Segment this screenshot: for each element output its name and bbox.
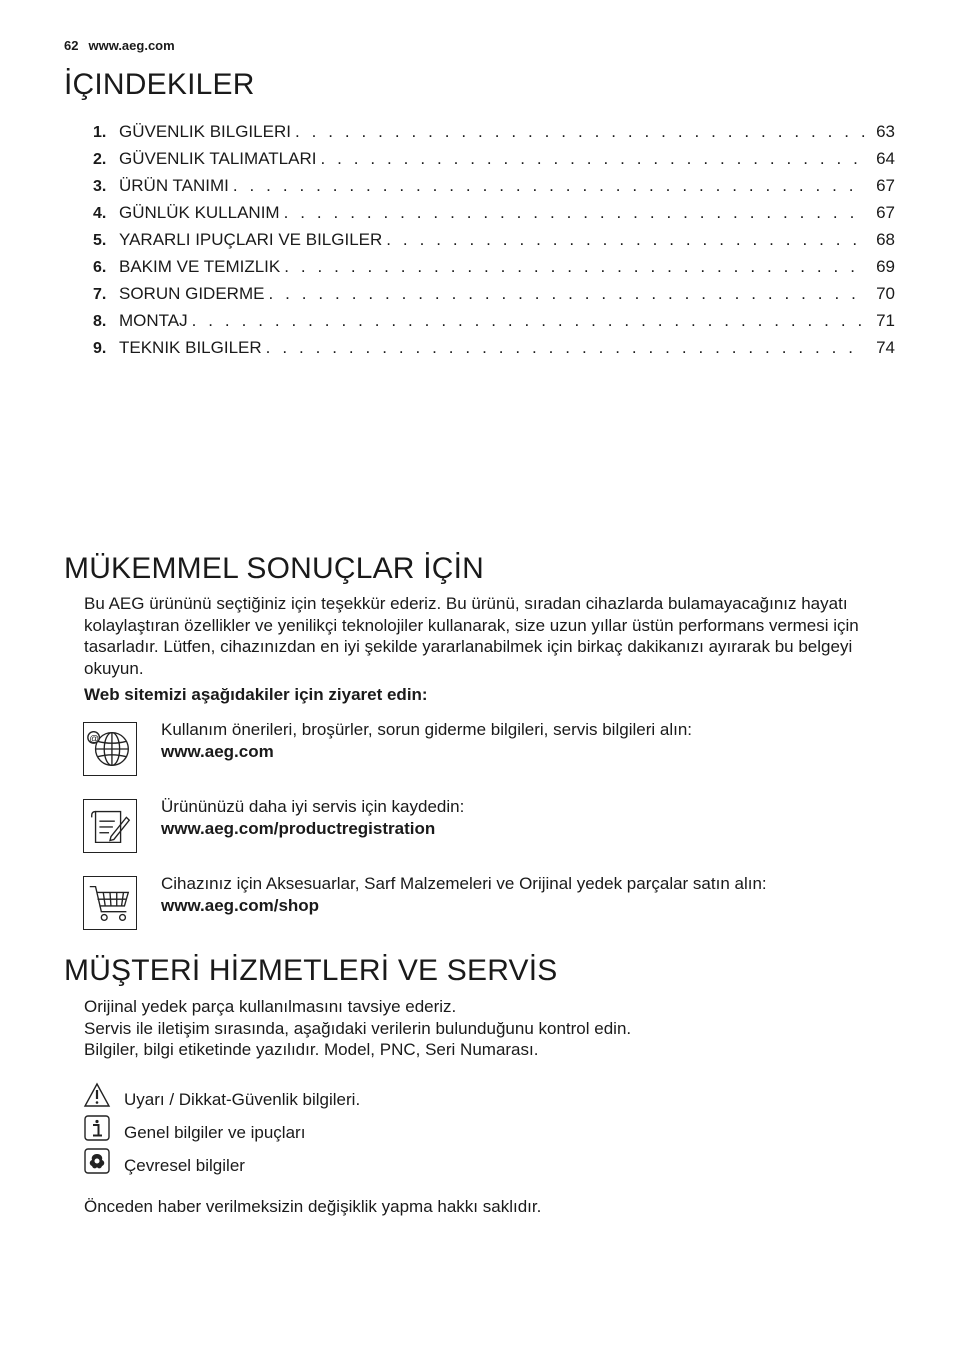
website-link[interactable]: www.aeg.com/productregistration bbox=[161, 819, 436, 838]
warning-icon bbox=[83, 1082, 111, 1108]
toc-item-number: 8. bbox=[93, 313, 107, 330]
toc-item-page: 63 bbox=[876, 122, 895, 141]
toc-leader-dots bbox=[284, 257, 865, 277]
website-item-shop bbox=[83, 876, 899, 934]
toc-item-label: GÜNLÜK KULLANIM bbox=[119, 203, 280, 222]
service-line: Bilgiler, bilgi etiketinde yazılıdır. Model, PNC, Seri Numarası. bbox=[84, 1040, 539, 1059]
intro-title: MÜKEMMEL SONUÇLAR İÇİN bbox=[64, 552, 485, 585]
toc-item-page: 68 bbox=[876, 230, 895, 249]
toc-item-number: 3. bbox=[93, 178, 107, 195]
toc-title: İÇINDEKILER bbox=[64, 68, 255, 101]
toc-item[interactable] bbox=[93, 176, 895, 203]
toc-item[interactable] bbox=[93, 284, 895, 311]
website-item-description: Cihazınız için Aksesuarlar, Sarf Malzemeleri ve Orijinal yedek parçalar satın alın: bbox=[161, 874, 767, 893]
header-url[interactable]: www.aeg.com bbox=[88, 38, 175, 53]
toc-item-label: SORUN GIDERME bbox=[119, 284, 265, 303]
website-item-text-block bbox=[161, 719, 692, 763]
website-heading: Web sitemizi aşağıdakiler için ziyaret edin: bbox=[84, 685, 428, 704]
toc-leader-dots bbox=[320, 149, 865, 169]
legend-label: Uyarı / Dikkat-Güvenlik bilgileri. bbox=[124, 1090, 361, 1109]
toc-item[interactable] bbox=[93, 149, 895, 176]
toc-item-label: YARARLI IPUÇLARI VE BILGILER bbox=[119, 230, 383, 249]
toc-item-number: 7. bbox=[93, 286, 107, 303]
website-item-support bbox=[83, 722, 899, 780]
info-icon bbox=[83, 1115, 111, 1141]
website-link[interactable]: www.aeg.com bbox=[161, 742, 274, 761]
service-line: Servis ile iletişim sırasında, aşağıdaki verilerin bulunduğunu kontrol edin. bbox=[84, 1018, 632, 1038]
shopping-cart-icon bbox=[83, 876, 137, 930]
toc-item-number: 5. bbox=[93, 232, 107, 249]
toc-item-page: 71 bbox=[876, 311, 895, 330]
toc-item-page: 67 bbox=[876, 176, 895, 195]
toc-item[interactable] bbox=[93, 122, 895, 149]
toc-leader-dots bbox=[268, 284, 865, 304]
website-item-text-block bbox=[161, 873, 767, 917]
toc-leader-dots bbox=[295, 122, 865, 142]
website-link[interactable]: www.aeg.com/shop bbox=[161, 896, 320, 915]
footer-note: Önceden haber verilmeksizin değişiklik yapma hakkı saklıdır. bbox=[84, 1197, 542, 1216]
website-item-description: Ürününüzü daha iyi servis için kaydedin: bbox=[161, 797, 465, 816]
service-title: MÜŞTERİ HİZMETLERİ VE SERVİS bbox=[64, 954, 558, 987]
toc-item[interactable] bbox=[93, 203, 895, 230]
toc-item[interactable] bbox=[93, 230, 895, 257]
environment-icon bbox=[83, 1148, 111, 1174]
service-paragraph bbox=[84, 996, 900, 1061]
globe-icon bbox=[83, 722, 137, 776]
toc-item-number: 1. bbox=[93, 124, 107, 141]
toc-item[interactable] bbox=[93, 338, 895, 365]
table-of-contents bbox=[93, 122, 895, 365]
toc-leader-dots bbox=[386, 230, 865, 250]
toc-item-label: MONTAJ bbox=[119, 311, 188, 330]
website-item-registration bbox=[83, 799, 899, 857]
toc-item-number: 2. bbox=[93, 151, 107, 168]
toc-item-number: 9. bbox=[93, 340, 107, 357]
toc-item-page: 69 bbox=[876, 257, 895, 276]
service-line: Orijinal yedek parça kullanılmasını tavsiye ederiz. bbox=[84, 997, 457, 1016]
toc-item-label: GÜVENLIK BILGILERI bbox=[119, 122, 291, 141]
toc-item-page: 67 bbox=[876, 203, 895, 222]
toc-item-label: GÜVENLIK TALIMATLARI bbox=[119, 149, 317, 168]
toc-leader-dots bbox=[284, 203, 865, 223]
registration-form-icon bbox=[83, 799, 137, 853]
page-number: 62 bbox=[64, 38, 79, 53]
toc-leader-dots bbox=[192, 311, 865, 331]
toc-leader-dots bbox=[233, 176, 865, 196]
toc-item-number: 6. bbox=[93, 259, 107, 276]
intro-paragraph: Bu AEG ürününü seçtiğiniz için teşekkür ederiz. Bu ürünü, sıradan cihazlarda bulamayacağınız hayatı kolaylaştıran özellikler ve yenilikçi teknolojiler kullanarak, size uzun yıllar üstün performans vermesi için tasarladır. Lütfen, cihazınızdan en iyi şekilde yararlanabilmek için birkaç dakikanızı ayırarak bu belgeyi okuyun. bbox=[84, 594, 859, 678]
legend-label: Çevresel bilgiler bbox=[124, 1156, 245, 1175]
toc-item-page: 74 bbox=[876, 338, 895, 357]
toc-item-label: BAKIM VE TEMIZLIK bbox=[119, 257, 281, 276]
toc-item[interactable] bbox=[93, 311, 895, 338]
toc-leader-dots bbox=[266, 338, 865, 358]
svg-text:@: @ bbox=[89, 733, 100, 745]
toc-item-label: ÜRÜN TANIMI bbox=[119, 176, 229, 195]
website-item-text-block bbox=[161, 796, 464, 840]
legend-label: Genel bilgiler ve ipuçları bbox=[124, 1123, 306, 1142]
website-item-description: Kullanım önerileri, broşürler, sorun giderme bilgileri, servis bilgileri alın: bbox=[161, 720, 692, 739]
toc-item[interactable] bbox=[93, 257, 895, 284]
toc-item-page: 64 bbox=[876, 149, 895, 168]
toc-item-label: TEKNIK BILGILER bbox=[119, 338, 262, 357]
toc-item-number: 4. bbox=[93, 205, 107, 222]
page-header bbox=[64, 38, 175, 53]
toc-item-page: 70 bbox=[876, 284, 895, 303]
